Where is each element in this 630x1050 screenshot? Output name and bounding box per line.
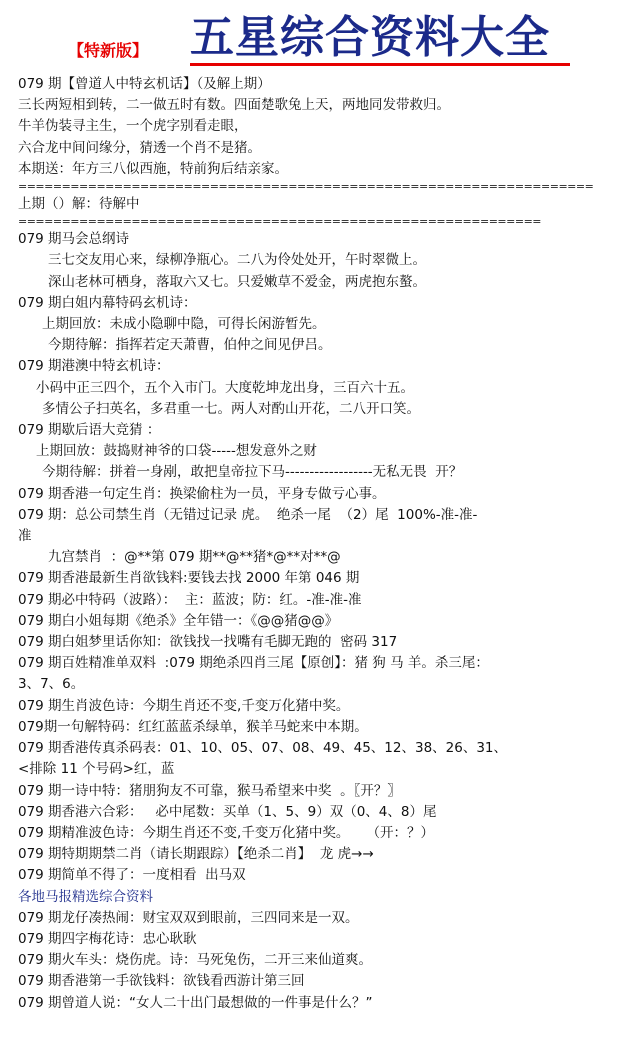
text-line: 079 期生肖波色诗：今期生肖还不变,千变万化猪中奖。 — [18, 697, 350, 714]
text-line: 小码中正三四个，五个入市门。大度乾坤龙出身，三百六十五。 — [36, 379, 414, 396]
text-line: 079 期曾道人说：“女人二十出门最想做的一件事是什么？” — [18, 994, 373, 1011]
text-line: 079 期歇后语大竞猜 ： — [18, 422, 161, 439]
text-line: 079 期马会总纲诗 — [18, 231, 130, 248]
edition-tag: 【特新版】 — [68, 41, 149, 60]
text-line: 牛羊伪装寻主生，一个虎字别看走眼， — [18, 118, 248, 135]
text-line: 今期待解：拼着一身剐，敢把皇帝拉下马------------------无私无畏 开？ — [42, 464, 463, 481]
text-line: 079 期白姐梦里话你知：欲钱找一找嘴有毛脚无跑的 密码 317 — [18, 634, 398, 651]
text-line: 079 期：总公司禁生肖（无错过记录 虎。 绝杀一尾 （2）尾 100%-准-准- — [18, 506, 478, 523]
separator-line: ============================================================ — [18, 215, 542, 229]
content-body — [18, 74, 618, 1014]
text-line: 079 期龙仔凑热闹：财宝双双到眼前，三四同来是一双。 — [18, 909, 359, 926]
text-line: 079 期白小姐每期《绝杀》全年错一：《@@猪@@》 — [18, 612, 339, 629]
text-line: <排除 11 个号码>红，蓝 — [18, 761, 175, 778]
text-line: 079 期香港一句定生肖：换梁偷柱为一员，平身专做亏心事。 — [18, 485, 386, 502]
text-line: 六合龙中间问缘分，猜透一个肖不是猪。 — [18, 139, 261, 156]
text-line: 本期送：年方三八似西施，特前狗后结亲家。 — [18, 160, 288, 177]
text-line: 上期（）解：待解中 — [18, 196, 140, 213]
text-line: 079 期百姓精准单双料 :079 期绝杀四肖三尾【原创】：猪 狗 马 羊。杀三尾： — [18, 655, 489, 672]
text-line: 上期回放：鼓捣财神爷的口袋-----想发意外之财 — [36, 443, 317, 460]
text-line: 079 期必中特码（波路）： 主：蓝波；防：红。-准-准-准 — [18, 591, 362, 608]
text-line: 079 期四字梅花诗：忠心耿耿 — [18, 930, 197, 947]
text-line: 今期待解：指挥若定天萧曹，伯仲之间见伊吕。 — [48, 337, 332, 354]
text-line: 079 期火车头：烧伤虎。诗：马死兔伤，二开三来仙道爽。 — [18, 952, 373, 969]
text-line: 079 期港澳中特玄机诗： — [18, 358, 170, 375]
text-line: 079 期香港六合彩： 必中尾数：买单（1、5、9）双（0、4、8）尾 — [18, 803, 437, 820]
text-line: 三七交友用心来，绿柳净瓶心。二八为伶处处开，午时翠微上。 — [48, 252, 426, 269]
text-line: 079 期特期期禁二肖（请长期跟踪）【绝杀二肖】 龙 虎→→ — [18, 846, 374, 863]
separator-line: ================================================================== — [18, 180, 594, 194]
title-underline — [190, 63, 570, 66]
text-line: 上期回放：未成小隐聊中隐，可得长闲游暂先。 — [42, 316, 326, 333]
header — [0, 0, 630, 72]
section-heading: 各地马报精选综合资料 — [18, 888, 153, 905]
text-line: 079 期香港最新生肖欲钱料:要钱去找 2000 年第 046 期 — [18, 570, 360, 587]
text-line: 九宫禁肖 ：@**第 079 期**@**猪*@**对**@ — [48, 549, 341, 566]
text-line: 079期一句解特码：红红蓝蓝杀绿单，猴羊马蛇来中本期。 — [18, 718, 368, 735]
text-line: 3、7、6。 — [18, 676, 85, 693]
text-line: 多情公子扫英名，多君重一七。两人对酌山开花，二八开口笑。 — [42, 400, 420, 417]
text-line: 079 期香港传真杀码表：01、10、05、07、08、49、45、12、38、26、31、 — [18, 740, 508, 757]
text-line: 079 期【曾道人中特玄机话】（及解上期） — [18, 76, 271, 92]
text-line: 准 — [18, 528, 32, 545]
text-line: 深山老林可栖身，落取六又七。只爱嫩草不爱金，两虎抱东螯。 — [48, 273, 426, 290]
text-line: 079 期香港第一手欲钱料：欲钱看西游计第三回 — [18, 973, 305, 990]
text-line: 079 期简单不得了：一度相看 出马双 — [18, 867, 246, 884]
page-title: 五星综合资料大全 — [190, 12, 550, 63]
text-line: 079 期一诗中特：猪朋狗友不可靠，猴马希望来中奖 。〖开？〗 — [18, 782, 401, 799]
text-line: 三长两短相到转，二一做五时有数。四面楚歌兔上天，两地同发带救归。 — [18, 97, 450, 114]
text-line: 079 期白姐内幕特码玄机诗： — [18, 294, 197, 311]
text-line: 079 期精准波色诗：今期生肖还不变,千变万化猪中奖。 （开：？） — [18, 824, 435, 841]
